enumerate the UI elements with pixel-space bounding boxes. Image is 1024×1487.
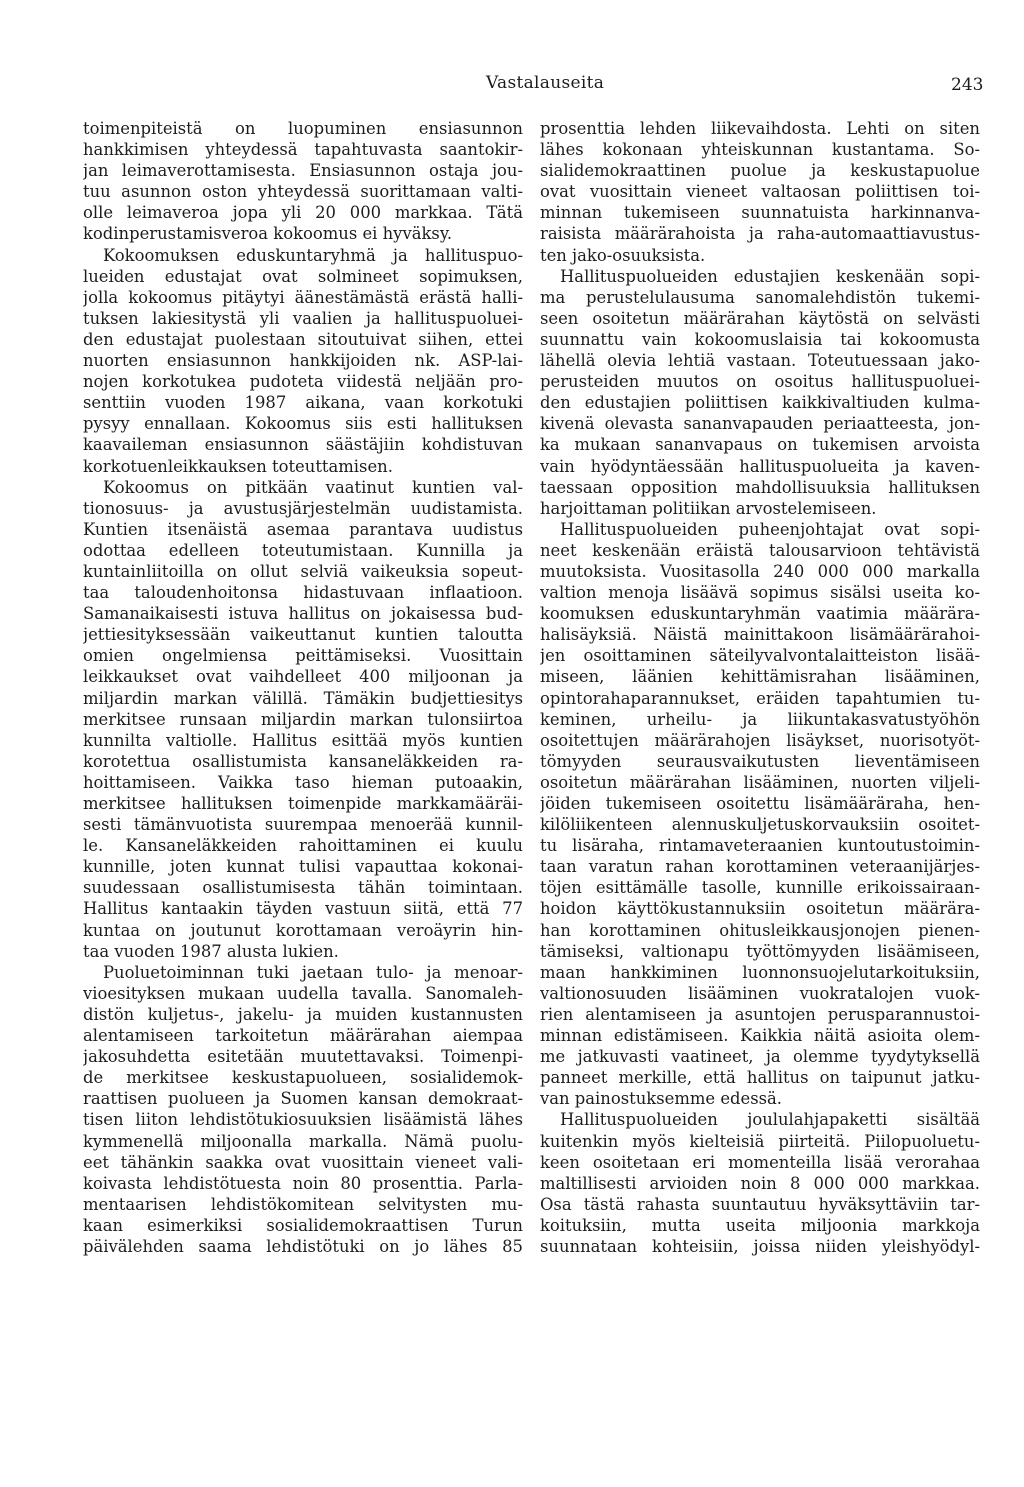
text-line: suunnattu vain kokoomuslaisia tai kokoomusta bbox=[540, 329, 980, 349]
text-line: muutoksista. Vuositasolla 240 000 000 markalla bbox=[540, 561, 980, 581]
text-line: odottaa edelleen toteutumistaan. Kunnilla ja bbox=[83, 540, 523, 560]
text-line: Hallitus kantaakin täyden vastuun siitä, että 77 bbox=[83, 899, 523, 919]
text-line: sialidemokraattinen puolue ja keskustapuolue bbox=[540, 161, 980, 181]
text-line: olle leimaveroa jopa yli 20 000 markkaa. Tätä bbox=[83, 203, 523, 223]
text-line: Osa tästä rahasta suuntautuu hyväksyttäviin tar- bbox=[540, 1194, 980, 1214]
text-line: ovat vuosittain vieneet valtaosan poliittisen toi- bbox=[540, 182, 980, 202]
text-line: merkitsee runsaan miljardin markan tulonsiirtoa bbox=[83, 709, 523, 729]
text-line: miseen, läänien kehittämisrahan lisääminen, bbox=[540, 667, 980, 687]
text-line: kunnille, joten kunnat tulisi vapauttaa kokonai- bbox=[83, 857, 523, 877]
text-line: raisista määrärahoista ja raha-automaattiavustus- bbox=[540, 224, 980, 244]
text-line: jakosuhdetta esitetään muutettavaksi. Toimenpi- bbox=[83, 1047, 523, 1067]
text-line: jen osoittaminen säteilyvalvontalaitteiston lisää- bbox=[540, 646, 980, 666]
text-line: kuitenkin myös kielteisiä piirteitä. Piilopuoluetu- bbox=[540, 1131, 980, 1151]
text-line: tuksen lakiesitystä yli vaalien ja hallituspuoluei- bbox=[83, 308, 523, 328]
text-line: halisäyksiä. Näistä mainittakoon lisämäärärahoi- bbox=[540, 625, 980, 645]
text-line: tömyyden seurausvaikutusten lieventämiseen bbox=[540, 751, 980, 771]
text-line: omien ongelmiensa peittämiseksi. Vuosittain bbox=[83, 646, 523, 666]
text-line: tuu asunnon oston yhteydessä suorittamaan valti- bbox=[83, 182, 523, 202]
text-line: korkotuenleikkauksen toteuttamisen. bbox=[83, 456, 393, 476]
text-line: Kokoomuksen eduskuntaryhmä ja hallituspuo- bbox=[103, 245, 523, 265]
text-line: Hallituspuolueiden puheenjohtajat ovat sopi- bbox=[560, 519, 980, 539]
text-line: Kokoomus on pitkään vaatinut kuntien val- bbox=[103, 477, 523, 497]
text-line: taa vuoden 1987 alusta lukien. bbox=[83, 941, 339, 961]
text-line: minnan edistämiseen. Kaikkia näitä asioita olem- bbox=[540, 1026, 980, 1046]
left-column bbox=[83, 118, 523, 1257]
text-line: ka mukaan sananvapaus on tukemisen arvoista bbox=[540, 435, 980, 455]
text-line: jöiden tukemiseen osoitettu lisämääräraha, hen- bbox=[540, 794, 980, 813]
text-line: vioesityksen mukaan uudella tavalla. Sanomaleh- bbox=[83, 983, 523, 1003]
text-line: jan leimaverottamisesta. Ensiasunnon ostaja jou- bbox=[83, 161, 523, 181]
text-line: suunnataan kohteisiin, joissa niiden yleishyödyl- bbox=[540, 1236, 980, 1256]
text-line: kaavaileman ensiasunnon säästäjiin kohdistuvan bbox=[83, 435, 523, 455]
text-line: mentaarisen lehdistökomitean selvitysten mu- bbox=[83, 1194, 523, 1214]
text-line: keen osoitetaan eri momenteilla lisää verorahaa bbox=[540, 1152, 980, 1172]
text-line: tu lisäraha, rintamaveteraanien kuntoutustoimin- bbox=[540, 836, 980, 856]
text-line: jettiesityksessään vaikeuttanut kuntien taloutta bbox=[83, 625, 523, 645]
text-line: kuntainliitoilla on ollut selviä vaikeuksia sopeut- bbox=[83, 561, 523, 581]
text-line: taessaan opposition mahdollisuuksia hallituksen bbox=[540, 477, 980, 497]
text-line: Samanaikaisesti istuva hallitus on jokaisessa bud- bbox=[83, 604, 523, 624]
text-line: alentamiseen tarkoitetun määrärahan aiempaa bbox=[83, 1026, 523, 1046]
text-line: opintorahaparannukset, eräiden tapahtumien tu- bbox=[540, 688, 980, 708]
text-line: maan hankkiminen luonnonsuojelutarkoituksiin, bbox=[540, 962, 980, 982]
text-line: neet keskenään eräistä talousarvioon tehtävistä bbox=[540, 540, 980, 560]
text-line: tionosuus- ja avustusjärjestelmän uudistamista. bbox=[83, 498, 523, 518]
text-line: panneet merkille, että hallitus on taipunut jatku- bbox=[540, 1068, 980, 1088]
text-line: merkitsee hallituksen toimenpide markkamääräi- bbox=[83, 794, 523, 813]
text-line: hoittamiseen. Vaikka taso hieman putoaakin, bbox=[83, 772, 523, 792]
text-line: osoitetun määrärahan lisääminen, nuorten viljeli- bbox=[540, 772, 980, 792]
text-line: töjen esittämälle tasolle, kunnille erikoissairaan- bbox=[540, 878, 980, 898]
text-line: nojen korkotukea pudoteta viidestä neljään pro- bbox=[83, 372, 523, 392]
text-line: pysyy ennallaan. Kokoomus siis esti hallituksen bbox=[83, 414, 523, 434]
text-line: kivenä olevasta sananvapauden periaatteesta, jon- bbox=[540, 414, 980, 434]
text-line: korotettua osallistumista kansaneläkkeiden ra- bbox=[83, 751, 523, 771]
text-line: perusteiden muutos on osoitus hallituspuoluei- bbox=[540, 372, 980, 392]
text-line: den edustajat puolestaan sitoutuivat siihen, ettei bbox=[83, 329, 523, 349]
text-line: valtionosuuden lisääminen vuokratalojen vuok- bbox=[540, 983, 980, 1003]
text-line: tisen liiton lehdistötukiosuuksien lisäämistä lähes bbox=[83, 1110, 523, 1130]
text-line: ma perustelulausuma sanomalehdistön tukemi- bbox=[540, 287, 980, 307]
text-line: tämiseksi, valtionapu työttömyyden lisäämiseen, bbox=[540, 941, 980, 961]
text-line: rien alentamiseen ja asuntojen perusparannustoi- bbox=[540, 1004, 980, 1024]
text-line: Kuntien itsenäistä asemaa parantava uudistus bbox=[83, 519, 523, 539]
text-line: Hallituspuolueiden joululahjapaketti sisältää bbox=[560, 1110, 980, 1130]
text-line: koivasta lehdistötuesta noin 80 prosenttia. Parla- bbox=[83, 1173, 523, 1193]
text-line: kilöliikenteen alennuskuljetuskorvauksiin osoitet- bbox=[540, 815, 980, 835]
text-line: den edustajien poliittisen kaikkivaltiuden kulma- bbox=[540, 393, 980, 413]
right-column bbox=[540, 118, 980, 1257]
text-line: le. Kansaneläkkeiden rahoittaminen ei kuulu bbox=[83, 836, 523, 856]
text-line: me jatkuvasti vaatineet, ja olemme tyydytyksellä bbox=[540, 1047, 980, 1067]
text-line: kuntaa on joutunut korottamaan veroäyrin hin- bbox=[83, 920, 523, 940]
text-line: maltillisesti arvioiden noin 8 000 000 markkaa. bbox=[540, 1173, 980, 1193]
text-line: kymmenellä miljoonalla markalla. Nämä puolu- bbox=[83, 1131, 523, 1151]
text-line: toimenpiteistä on luopuminen ensiasunnon bbox=[83, 119, 523, 138]
text-line: distön kuljetus-, jakelu- ja muiden kustannusten bbox=[83, 1004, 523, 1024]
text-line: hankkimisen yhteydessä tapahtuvasta saantokir- bbox=[83, 140, 523, 160]
page-number: 243 bbox=[951, 75, 984, 95]
running-header-title: Vastalauseita bbox=[486, 73, 605, 93]
text-line: leikkaukset ovat vaihdelleet 400 miljoonan ja bbox=[83, 667, 523, 687]
text-line: ten jako-osuuksista. bbox=[540, 245, 706, 265]
text-line: seen osoitetun määrärahan käytöstä on selvästi bbox=[540, 308, 980, 328]
text-line: eet tähänkin saakka ovat vuosittain vieneet vali- bbox=[83, 1152, 523, 1172]
text-line: hoidon käyttökustannuksiin osoitetun määrära- bbox=[540, 899, 980, 919]
text-line: koomuksen eduskuntaryhmän vaatimia määrära- bbox=[540, 604, 980, 624]
text-line: nuorten ensiasunnon hankkijoiden nk. ASP-lai- bbox=[83, 351, 523, 371]
text-line: sesti tämänvuotista suurempaa menoerää kunnil- bbox=[83, 815, 523, 835]
text-line: jolla kokoomus pitäytyi äänestämästä erästä halli- bbox=[83, 287, 523, 307]
text-line: kaan esimerkiksi sosialidemokraattisen Turun bbox=[83, 1215, 523, 1235]
text-line: taan varatun rahan korottaminen veteraanijärjes- bbox=[540, 857, 980, 877]
text-line: van painostuksemme edessä. bbox=[540, 1089, 783, 1109]
text-line: raattisen puolueen ja Suomen kansan demokraat- bbox=[83, 1089, 523, 1109]
text-line: valtion menoja lisäävä sopimus sisälsi useita ko- bbox=[540, 583, 980, 603]
text-line: senttiin vuoden 1987 aikana, vaan korkotuki bbox=[83, 393, 523, 413]
text-line: han korottaminen ohitusleikkausjonojen pienen- bbox=[540, 920, 980, 940]
text-line: harjoittaman politiikan arvostelemiseen. bbox=[540, 498, 877, 518]
text-line: Puoluetoiminnan tuki jaetaan tulo- ja menoar- bbox=[103, 962, 523, 982]
text-line: koituksiin, mutta useita miljoonia markkoja bbox=[540, 1215, 980, 1235]
text-line: miljardin markan välillä. Tämäkin budjettiesitys bbox=[83, 688, 523, 708]
text-line: keminen, urheilu- ja liikuntakasvatustyöhön bbox=[540, 709, 980, 729]
text-line: minnan tukemiseen suunnatuista harkinnanva- bbox=[540, 203, 980, 223]
text-line: kodinperustamisveroa kokoomus ei hyväksy. bbox=[83, 224, 453, 244]
text-line: lähes kokonaan yhteiskunnan kustantama. So- bbox=[540, 140, 980, 160]
text-line: lähellä olevia lehtiä vastaan. Toteutuessaan jako- bbox=[540, 351, 980, 371]
text-line: suudessaan osallistumisesta tähän toimintaan. bbox=[83, 878, 523, 898]
text-line: lueiden edustajat ovat solmineet sopimuksen, bbox=[83, 266, 523, 286]
text-line: päivälehden saama lehdistötuki on jo lähes 85 bbox=[83, 1236, 523, 1256]
text-line: osoitettujen määrärahojen lisäykset, nuorisotyöt- bbox=[540, 730, 980, 750]
text-line: de merkitsee keskustapuolueen, sosialidemok- bbox=[83, 1068, 523, 1088]
text-line: Hallituspuolueiden edustajien keskenään sopi- bbox=[560, 266, 980, 286]
text-line: vain hyödyntäessään hallituspuolueita ja kaven- bbox=[540, 456, 980, 476]
text-line: prosenttia lehden liikevaihdosta. Lehti on siten bbox=[540, 119, 980, 138]
text-line: taa taloudenhoitonsa hidastuvaan inflaatioon. bbox=[83, 583, 523, 603]
text-line: kunnilta valtiolle. Hallitus esittää myös kuntien bbox=[83, 730, 523, 750]
